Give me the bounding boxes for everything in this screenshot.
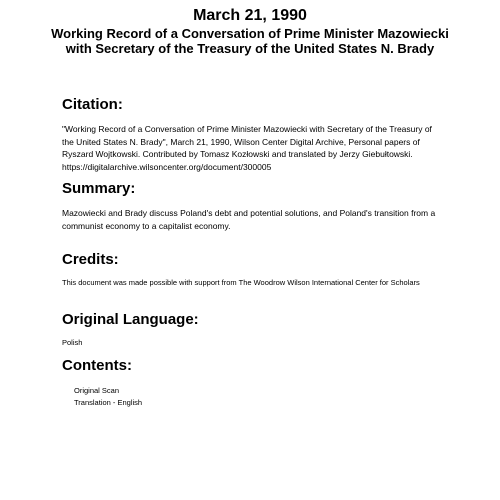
contents-item-original-scan[interactable]: Original Scan (74, 386, 120, 395)
contents-item-translation-english[interactable]: Translation - English (74, 398, 143, 407)
summary-text: Mazowiecki and Brady discuss Poland's debt and potential solutions, and Poland's transition from a communist economy to a capitalist economy. (62, 208, 436, 231)
contents-heading: Contents: (62, 357, 132, 374)
credits-heading: Credits: (62, 251, 119, 268)
citation-heading: Citation: (62, 96, 123, 113)
citation-text: "Working Record of a Conversation of Prime Minister Mazowiecki with Secretary of the Treasury of the United States N. Brady", March 21, 1990, Wilson Center Digital Archive, Personal papers of Ryszard Wojtkowski. Contributed by Tomasz Kozłowski and translated by Jerzy Giebułtowski. https://digitalarchive.wilsoncenter.org/document/300005 (62, 124, 432, 172)
document-date: March 21, 1990 (193, 7, 307, 24)
document-title: Working Record of a Conversation of Prime Minister Mazowiecki with Secretary of the Treasury of the United States N. Brady (51, 26, 449, 56)
summary-heading: Summary: (62, 180, 136, 197)
credits-text: This document was made possible with support from The Woodrow Wilson International Center for Scholars (62, 278, 420, 287)
original-language-heading: Original Language: (62, 311, 199, 328)
original-language-text: Polish (62, 338, 83, 347)
contents-list (74, 385, 142, 409)
